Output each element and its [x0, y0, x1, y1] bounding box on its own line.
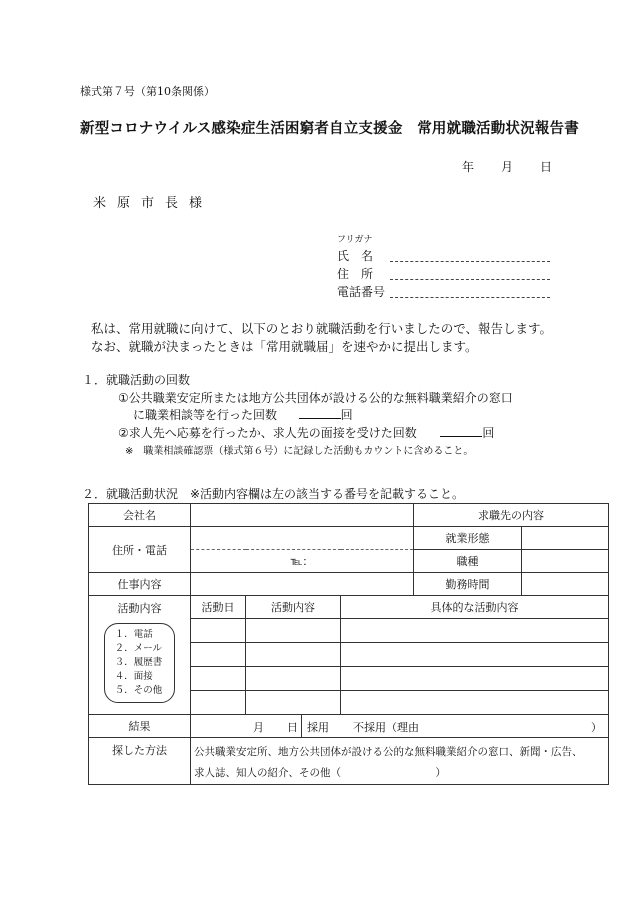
occupation-input[interactable]: [522, 550, 609, 573]
count1-unit: 回: [340, 408, 353, 422]
search-method-label: 探した方法: [89, 738, 191, 785]
date-month-label: 月: [501, 160, 514, 174]
result-divider: [301, 715, 302, 737]
activity-type-interview: ４．面接: [114, 671, 153, 682]
activity-date-input[interactable]: [191, 619, 246, 643]
activity-date-input[interactable]: [191, 643, 246, 667]
activity-type-other: ５．その他: [114, 685, 163, 696]
result-label: 結果: [89, 715, 191, 738]
address-field-line[interactable]: [390, 279, 550, 280]
phone-label: 電話番号: [337, 285, 386, 299]
specific-activity-header: 具体的な活動内容: [341, 596, 609, 619]
date-day-label: 日: [540, 160, 553, 174]
search-method-line2: 求人誌、知人の紹介、その他（ ）: [194, 767, 446, 779]
section1-item2: ②求人先へ応募を行ったか、求人先の面接を受けた回数: [118, 426, 417, 440]
activity-type-email: ２．メール: [114, 643, 163, 654]
company-name-input[interactable]: [191, 504, 414, 527]
rejected-option[interactable]: 不採用（理由: [353, 721, 419, 734]
occupation-label: 職種: [414, 550, 522, 573]
count2-input[interactable]: [440, 425, 482, 437]
adopted-option[interactable]: 採用: [307, 721, 329, 734]
name-field-line[interactable]: [390, 261, 550, 262]
specific-activity-input[interactable]: [341, 619, 609, 643]
section1-item1-line2-row: [133, 406, 353, 423]
result-month-label: 月: [253, 721, 264, 734]
company-tel-cell[interactable]: [191, 550, 414, 573]
section1-title: １．就職活動の回数: [82, 373, 191, 387]
section1-note: ※ 職業相談確認票（様式第６号）に記録した活動もカウントに含めること。: [125, 446, 474, 457]
activity-content-label-cell: [89, 596, 191, 715]
phone-field-line[interactable]: [390, 297, 550, 298]
search-method-line1: 公共職業安定所、地方公共団体が設ける公的な無料職業紹介の窓口、新聞・広告、: [194, 746, 583, 758]
job-content-label: 仕事内容: [89, 573, 191, 596]
address-phone-label: 住所・電話: [89, 527, 191, 573]
job-content-input[interactable]: [191, 573, 414, 596]
section1-item2-row: [118, 424, 494, 441]
activity-type-legend: [104, 623, 176, 703]
section1-item1-line1: ①公共職業安定所または地方公共団体が設ける公的な無料職業紹介の窓口: [118, 391, 513, 405]
activity-type-input[interactable]: [246, 667, 341, 691]
name-label: 氏 名: [337, 249, 374, 263]
activity-content-header: 活動内容: [246, 596, 341, 619]
count1-input[interactable]: [299, 407, 341, 419]
activity-date-input[interactable]: [191, 691, 246, 715]
activity-content-label: 活動内容: [117, 602, 162, 615]
activity-type-resume: ３．履歴書: [114, 657, 163, 668]
activity-type-input[interactable]: [246, 643, 341, 667]
activity-date-input[interactable]: [191, 667, 246, 691]
search-method-cell[interactable]: [191, 738, 609, 785]
result-day-label: 日: [287, 721, 298, 734]
activity-type-input[interactable]: [246, 691, 341, 715]
section1-item1-line2: に職業相談等を行った回数: [133, 408, 278, 422]
employment-type-label: 就業形態: [414, 527, 522, 550]
company-address-input[interactable]: [191, 527, 414, 550]
statement-line-1: 私は、常用就職に向けて、以下のとおり就職活動を行いましたので、報告します。: [91, 321, 553, 336]
document-title: 新型コロナウイルス感染症生活困窮者自立支援金 常用就職活動状況報告書: [80, 121, 579, 137]
activity-type-phone: １．電話: [114, 629, 153, 640]
specific-activity-input[interactable]: [341, 667, 609, 691]
employment-type-input[interactable]: [522, 527, 609, 550]
specific-activity-input[interactable]: [341, 643, 609, 667]
working-hours-input[interactable]: [522, 573, 609, 596]
furigana-label: フリガナ: [337, 235, 373, 245]
addressee: 米原市長様: [93, 196, 214, 211]
company-name-label: 会社名: [89, 504, 191, 527]
date-year-label: 年: [462, 160, 475, 174]
activity-date-header: 活動日: [191, 596, 246, 619]
activity-table: [88, 503, 609, 785]
form-number: 様式第７号（第10条関係）: [80, 85, 215, 98]
working-hours-label: 勤務時間: [414, 573, 522, 596]
tel-label: ℡：: [290, 555, 314, 568]
section2-title: ２．就職活動状況 ※活動内容欄は左の該当する番号を記載すること。: [82, 487, 465, 501]
job-details-label: 求職先の内容: [414, 504, 609, 527]
rejected-close-paren: ）: [591, 721, 603, 734]
address-label: 住 所: [337, 267, 374, 281]
count2-unit: 回: [482, 426, 495, 440]
statement-line-2: なお、就職が決まったときは「常用就職届」を速やかに提出します。: [91, 339, 478, 354]
activity-type-input[interactable]: [246, 619, 341, 643]
result-cell[interactable]: [191, 715, 609, 738]
specific-activity-input[interactable]: [341, 691, 609, 715]
